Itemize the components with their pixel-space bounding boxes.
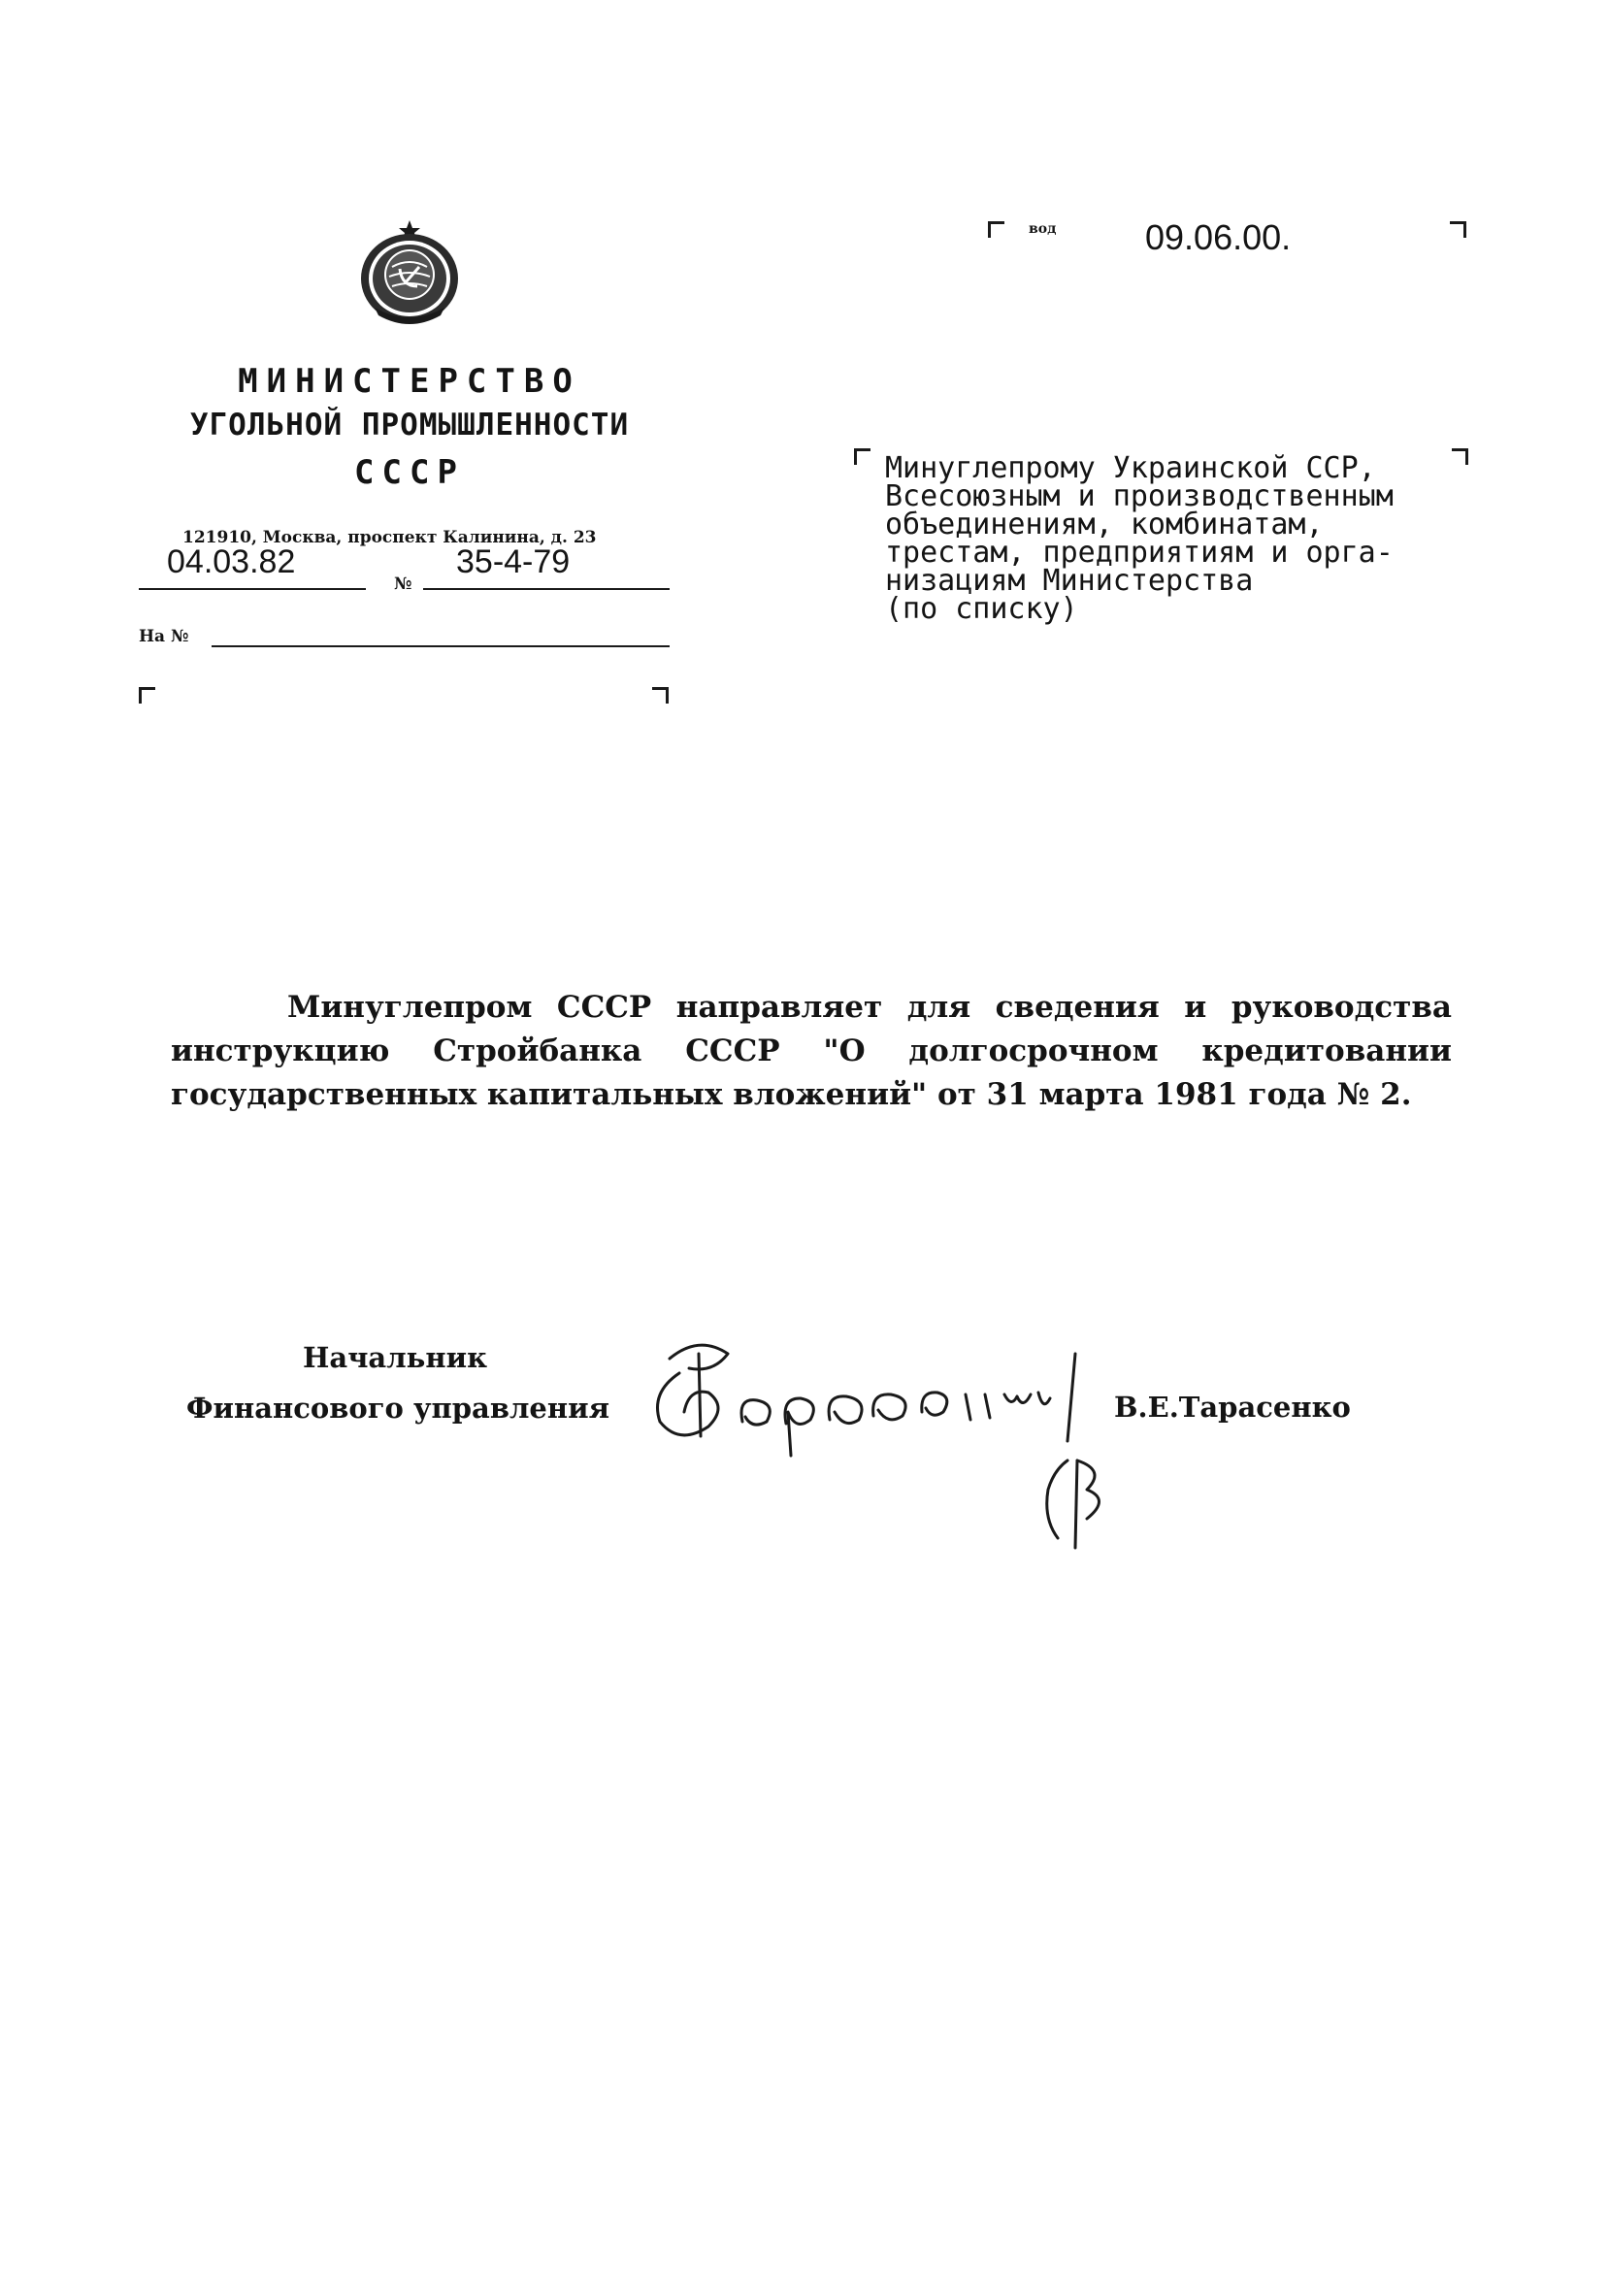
ussr-emblem-icon [357,218,462,327]
signatory-name: В.Е.Тарасенко [1114,1391,1351,1424]
addressee-corner-left [854,448,870,465]
ministry-name-line1: МИНИСТЕРСТВО [238,362,581,401]
letterhead-corner-left [139,687,155,704]
addressee-line: объединениям, комбинатам, [885,508,1324,541]
letterhead-corner-right [652,687,669,704]
handwritten-signature [631,1315,1135,1567]
registration-number: 35-4-79 [456,543,571,580]
document-date: 09.06.00. [1145,217,1292,257]
addressee-line: (по списку) [885,592,1078,626]
date-corner-right [1450,221,1466,238]
addressee-line: трестам, предприятиям и орга- [885,536,1394,570]
signatory-title-line2: Финансового управления [186,1392,610,1425]
registration-date-rule [139,588,366,590]
registration-number-sign: № [394,574,412,594]
ministry-address: 121910, Москва, проспект Калинина, д. 23 [182,528,597,547]
registration-number-rule [423,588,670,590]
signatory-title-line1: Начальник [303,1341,488,1374]
date-prefix: вод [1029,221,1057,237]
addressee-block [885,451,1467,626]
reply-to-rule [212,645,670,647]
letter-body: Минуглепром СССР направляет для сведения и руководства инструкцию Стройбанка СССР "О долгосрочном кредитовании государственных капитальных вложений" от 31 марта 1981 года № 2. [171,990,1452,1112]
addressee-line: низациям Министерства [885,564,1254,598]
addressee-line: Минуглепрому Украинской ССР, [885,451,1376,485]
reply-to-label: На № [139,627,189,646]
addressee-line: Всесоюзным и производственным [885,479,1394,513]
date-corner-left [988,221,1004,238]
registration-date: 04.03.82 [167,543,296,580]
ministry-name-line3: СССР [354,453,465,492]
ministry-name-line2: УГОЛЬНОЙ ПРОМЫШЛЕННОСТИ [189,408,630,443]
